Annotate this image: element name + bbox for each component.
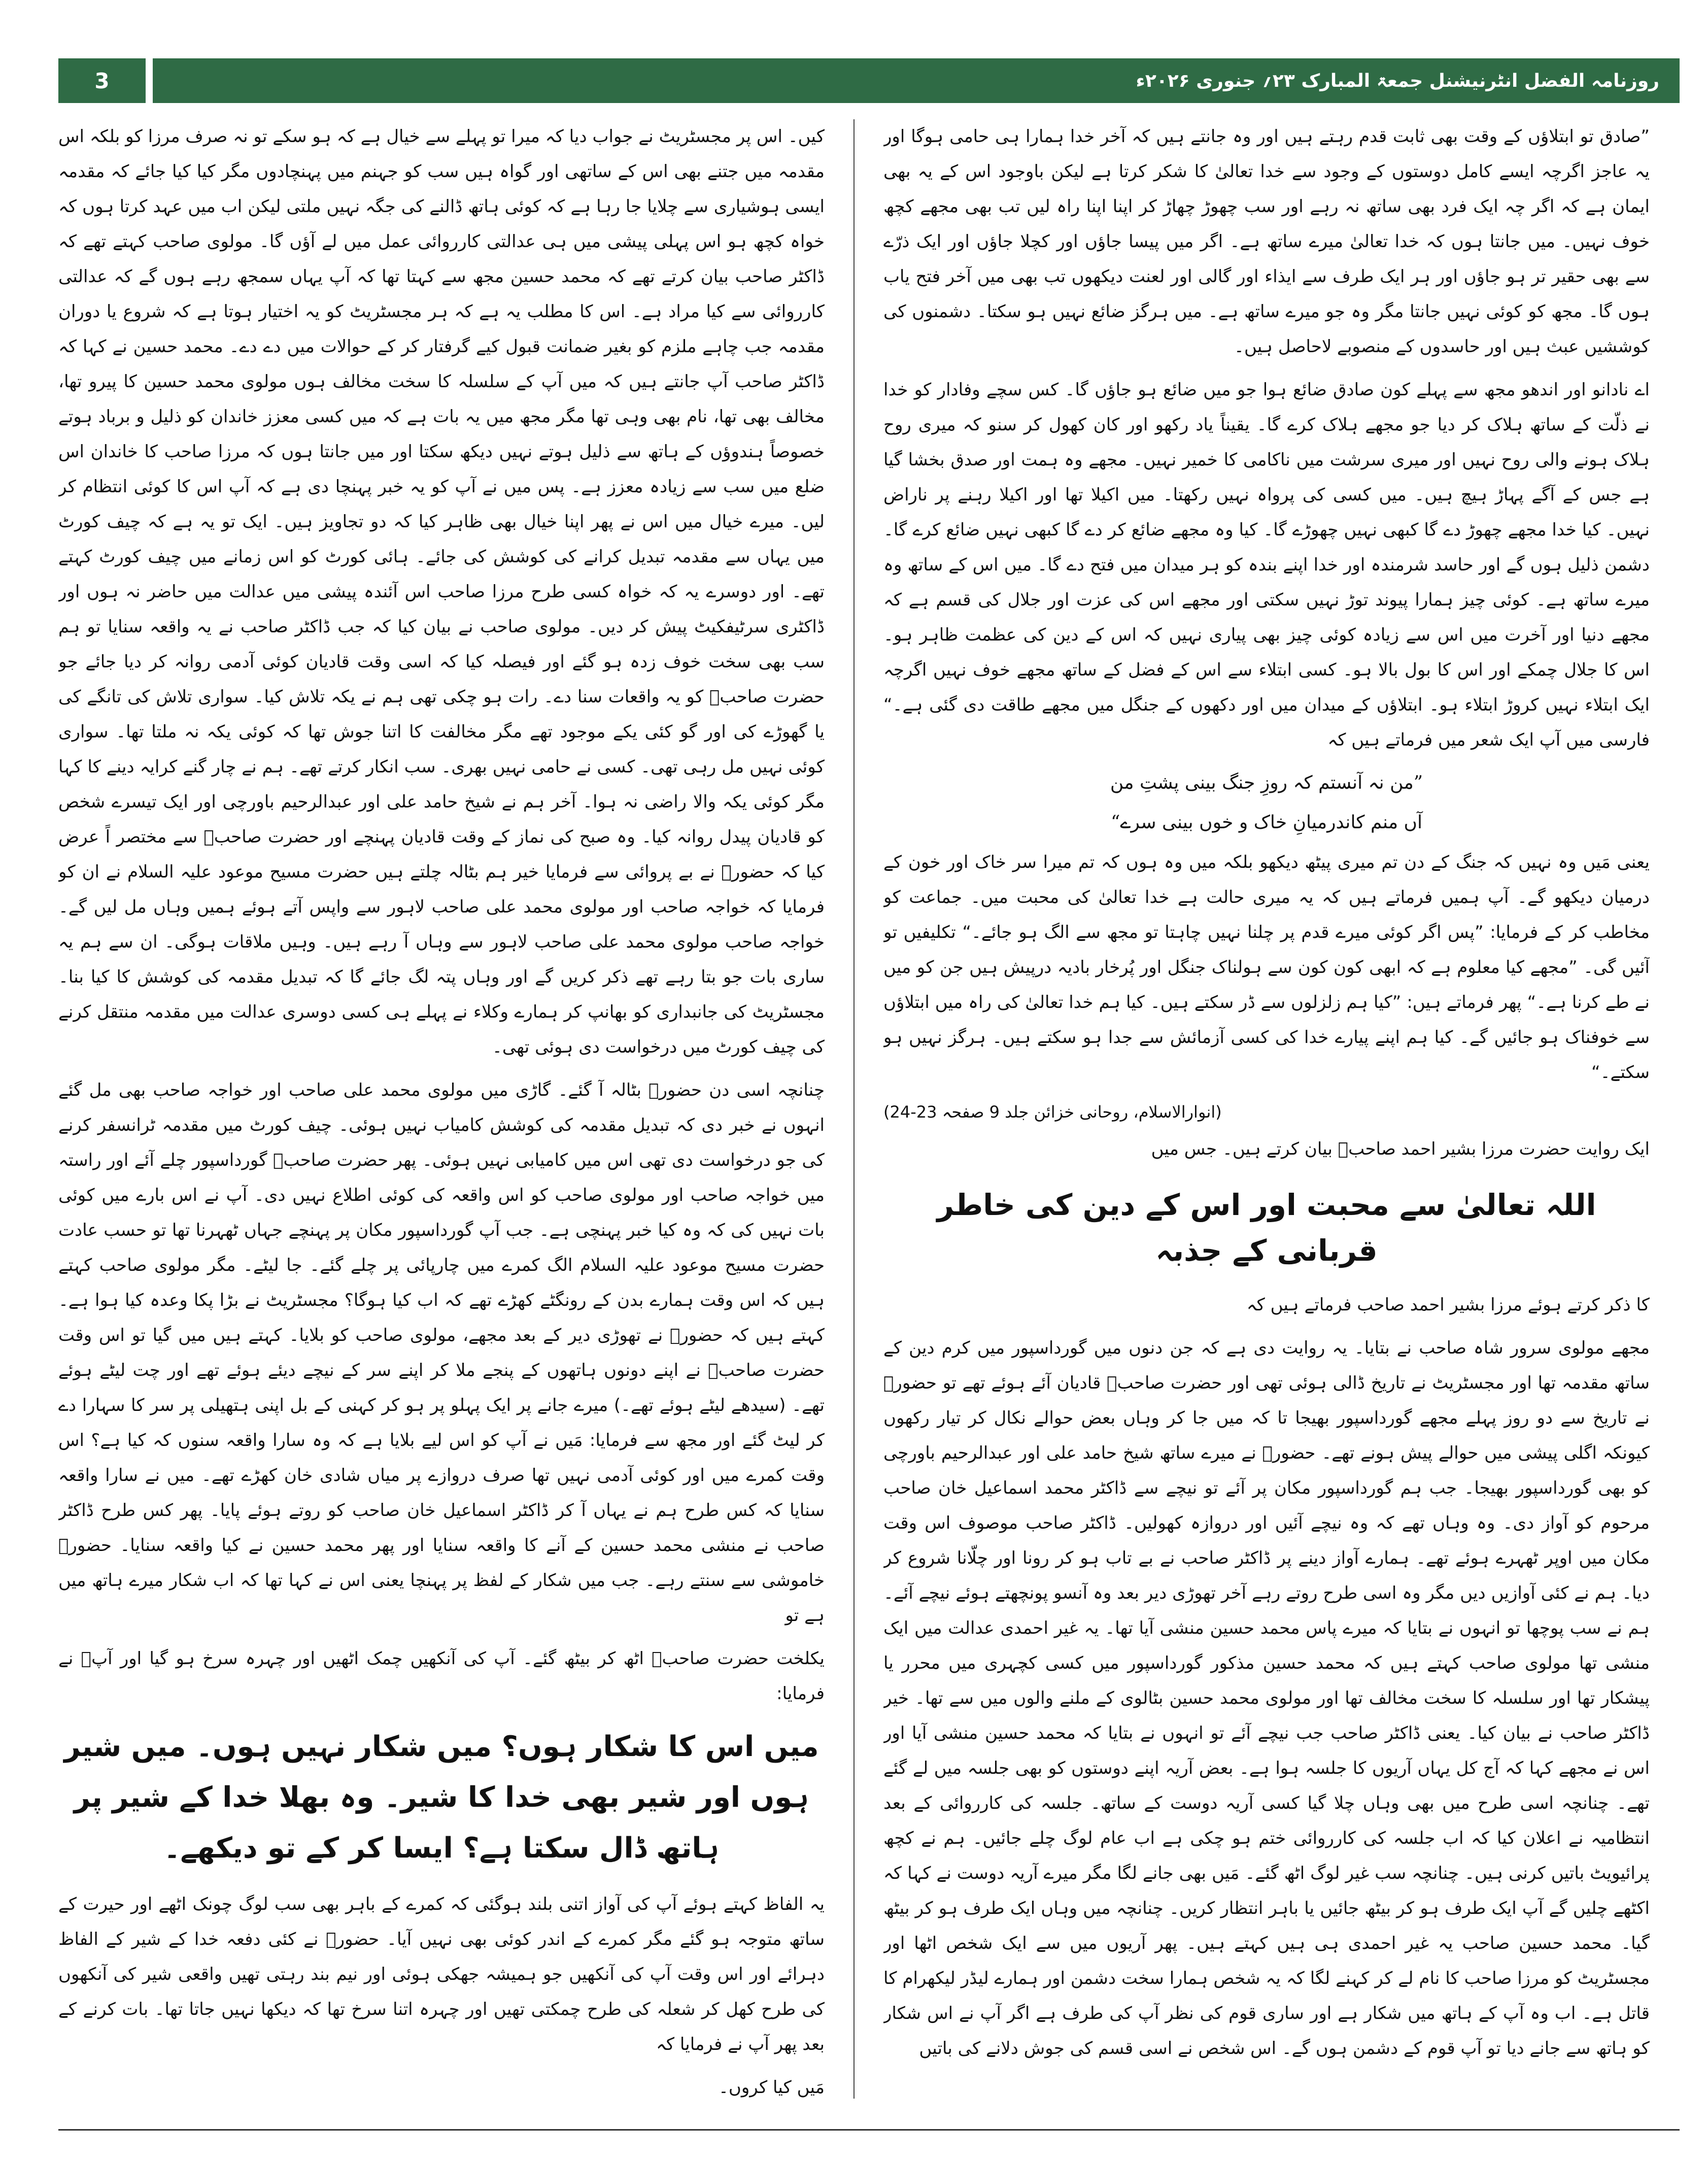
article-paragraph: چنانچہ اسی دن حضورؑ بٹالہ آ گئے۔ گاڑی میں مولوی محمد علی صاحب اور خواجہ صاحب بھی مل گئے انہوں نے خبر دی کہ تبدیل مقدمہ کی کوشش کامیاب نہیں ہوئی۔ چیف کورٹ میں مقدمہ ٹرانسفر کرنے کی جو درخواست دی تھی اس میں کامیابی نہیں ہوئی۔ پھر حضرت صاحبؑ گورداسپور چلے آئے اور راستہ میں خواجہ صاحب اور مولوی صاحب کو اس واقعہ کی کوئی اطلاع نہیں دی۔ آپ نے اس بارے میں کوئی بات نہیں کی کہ وہ کیا خبر پہنچی ہے۔ جب آپ گورداسپور مکان پر پہنچے جہاں ٹھہرنا تھا تو حسب عادت حضرت مسیح موعود علیہ السلام الگ کمرے میں چارپائی پر چلے گئے۔ جا لیٹے۔ مگر مولوی صاحب کہتے ہیں کہ اس وقت ہمارے بدن کے رونگٹے کھڑے تھے کہ اب کیا ہوگا؟ مجسٹریٹ نے بڑا پکا وعدہ کیا ہوا ہے۔ کہتے ہیں کہ حضورؑ نے تھوڑی دیر کے بعد مجھے، مولوی صاحب کو بلایا۔ کہتے ہیں میں گیا تو اس وقت حضرت صاحبؑ نے اپنے دونوں ہاتھوں کے پنجے ملا کر اپنے سر کے نیچے دیئے ہوئے تھے اور چت لیٹے ہوئے تھے۔ (سیدھے لیٹے ہوئے تھے۔) میرے جانے پر ایک پہلو پر ہو کر کہنی کے بل اپنی ہتھیلی پر سر کا سہارا دے کر لیٹ گئے اور مجھ سے فرمایا: مَیں نے آپ کو اس لیے بلایا ہے کہ وہ سارا واقعہ سنوں کہ کیا ہے؟ اس وقت کمرے میں اور کوئی آدمی نہیں تھا صرف دروازے پر میاں شادی خان کھڑے تھے۔ میں نے سارا واقعہ سنایا کہ کس طرح ہم نے یہاں آ کر ڈاکٹر اسماعیل خان صاحب کو روتے ہوئے پایا۔ پھر کس طرح ڈاکٹر صاحب نے منشی محمد حسین کے آنے کا واقعہ سنایا اور پھر محمد حسین نے کیا واقعہ سنایا۔ حضورؑ خاموشی سے سنتے رہے۔ جب میں شکار کے لفظ پر پہنچا یعنی اس نے کہا تھا کہ اب شکار میرے ہاتھ میں ہے تو	[58, 1080, 825, 1626]
article-paragraph: مجھے مولوی سرور شاہ صاحب نے بتایا۔ یہ روایت دی ہے کہ جن دنوں میں گورداسپور میں کرم دین کے ساتھ مقدمہ تھا اور مجسٹریٹ نے تاریخ ڈالی ہوئی تھی اور حضرت صاحبؑ قادیان آئے ہوئے تھے تو حضورؑ نے تاریخ سے دو روز پہلے مجھے گورداسپور بھیجا تا کہ میں جا کر وہاں بعض حوالے نکال کر تیار رکھوں کیونکہ اگلی پیشی میں حوالے پیش ہونے تھے۔ حضورؑ نے میرے ساتھ شیخ حامد علی اور عبدالرحیم باورچی کو بھی گورداسپور بھیجا۔ جب ہم گورداسپور مکان پر آئے تو نیچے سے ڈاکٹر محمد اسماعیل خان صاحب مرحوم کو آواز دی۔ وہ وہاں تھے کہ وہ نیچے آئیں اور دروازہ کھولیں۔ ڈاکٹر صاحب موصوف اس وقت مکان میں اوپر ٹھہرے ہوئے تھے۔ ہمارے آواز دینے پر ڈاکٹر صاحب نے بے تاب ہو کر رونا اور چلّانا شروع کر دیا۔ ہم نے کئی آوازیں دیں مگر وہ اسی طرح روتے رہے آخر تھوڑی دیر بعد وہ آنسو پونچھتے ہوئے نیچے آئے۔ ہم نے سب پوچھا تو انہوں نے بتایا کہ میرے پاس محمد حسین منشی آیا تھا۔ یہ غیر احمدی عدالت میں ایک منشی تھا مولوی صاحب کہتے ہیں کہ محمد حسین مذکور گورداسپور میں کسی کچہری میں محرر یا پیشکار تھا اور سلسلہ کا سخت مخالف تھا اور مولوی محمد حسین بٹالوی کے ملنے والوں میں سے تھا۔ خیر ڈاکٹر صاحب نے بیان کیا۔ یعنی ڈاکٹر صاحب جب نیچے آئے تو انہوں نے بتایا کہ محمد حسین منشی آیا اور اس نے مجھے کہا کہ آج کل یہاں آریوں کا جلسہ ہوا ہے۔ بعض آریہ اپنے دوستوں کو بھی جلسہ میں لے گئے تھے۔ چنانچہ اسی طرح میں بھی وہاں چلا گیا کسی آریہ دوست کے ساتھ۔ جلسہ کی کارروائی کے بعد انتظامیہ نے اعلان کیا کہ اب جلسہ کی کارروائی ختم ہو چکی ہے اب عام لوگ چلے جائیں۔ ہم نے کچھ پرائیویٹ باتیں کرنی ہیں۔ چنانچہ سب غیر لوگ اٹھ گئے۔ مَیں بھی جانے لگا مگر میرے آریہ دوست نے کہا کہ اکٹھے چلیں گے آپ ایک طرف ہو کر بیٹھ جائیں یا باہر انتظار کریں۔ چنانچہ میں وہاں ایک طرف ہو کر بیٹھ گیا۔ محمد حسین صاحب یہ غیر احمدی ہی ہیں کہتے ہیں۔ پھر آریوں میں سے ایک شخص اٹھا اور مجسٹریٹ کو مرزا صاحب کا نام لے کر کہنے لگا کہ یہ شخص ہمارا سخت دشمن اور ہمارے لیڈر لیکھرام کا قاتل ہے۔ اب وہ آپ کے ہاتھ میں شکار ہے اور ساری قوم کی نظر آپ کی طرف ہے اگر آپ نے اس شکار کو ہاتھ سے جانے دیا تو آپ قوم کے دشمن ہوں گے۔ اس شخص نے اسی قسم کی جوش دلانے کی باتیں	[883, 1338, 1650, 2059]
heading-continuation: کا ذکر کرتے ہوئے مرزا بشیر احمد صاحب فرماتے ہیں کہ	[1246, 1295, 1650, 1315]
intro-line: ایک روایت حضرت مرزا بشیر احمد صاحبؓ بیان کرتے ہیں۔ جس میں	[1151, 1139, 1650, 1159]
column-divider	[853, 119, 855, 2099]
article-paragraph: ”صادق تو ابتلاؤں کے وقت بھی ثابت قدم رہتے ہیں اور وہ جانتے ہیں کہ آخر خدا ہمارا ہی حامی ہوگا اور یہ عاجز اگرچہ ایسے کامل دوستوں کے وجود سے خدا تعالیٰ کا شکر کرتا ہے لیکن باوجود اس کے یہ بھی ایمان ہے کہ اگر چہ ایک فرد بھی ساتھ نہ رہے اور سب چھوڑ چھاڑ کر اپنا اپنا راہ لیں تب بھی مجھے کچھ خوف نہیں۔ میں جانتا ہوں کہ خدا تعالیٰ میرے ساتھ ہے۔ اگر میں پیسا جاؤں اور کچلا جاؤں اور ایک ذرّے سے بھی حقیر تر ہو جاؤں اور ہر ایک طرف سے ایذاء اور گالی اور لعنت دیکھوں تب بھی میں آخر فتح یاب ہوں گا۔ مجھ کو کوئی نہیں جانتا مگر وہ جو میرے ساتھ ہے۔ میں ہرگز ضائع نہیں ہو سکتا۔ دشمنوں کی کوششیں عبث ہیں اور حاسدوں کے منصوبے لاحاصل ہیں۔	[883, 126, 1650, 357]
article-paragraph: کیں۔ اس پر مجسٹریٹ نے جواب دیا کہ میرا تو پہلے سے خیال ہے کہ ہو سکے تو نہ صرف مرزا کو بلکہ اس مقدمہ میں جتنے بھی اس کے ساتھی اور گواہ ہیں سب کو جہنم میں پہنچادوں مگر کیا کیا جائے کہ مقدمہ ایسی ہوشیاری سے چلایا جا رہا ہے کہ کوئی ہاتھ ڈالنے کی جگہ نہیں ملتی لیکن اب میں عہد کرتا ہوں کہ خواہ کچھ ہو اس پہلی پیشی میں ہی عدالتی کارروائی عمل میں لے آؤں گا۔ مولوی صاحب کہتے تھے کہ ڈاکٹر صاحب بیان کرتے تھے کہ محمد حسین مجھ سے کہتا تھا کہ آپ یہاں سمجھ رہے ہوں گے کہ عدالتی کارروائی سے کیا مراد ہے۔ اس کا مطلب یہ ہے کہ ہر مجسٹریٹ کو یہ اختیار ہوتا ہے کہ شروع یا دوران مقدمہ جب چاہے ملزم کو بغیر ضمانت قبول کیے گرفتار کر کے حوالات میں دے دے۔ محمد حسین نے کہا کہ ڈاکٹر صاحب آپ جانتے ہیں کہ میں آپ کے سلسلہ کا سخت مخالف ہوں مولوی محمد حسین کا پیرو تھا، مخالف بھی تھا، نام بھی وہی تھا مگر مجھ میں یہ بات ہے کہ میں کسی معزز خاندان کو ذلیل و برباد ہوتے خصوصاً ہندوؤں کے ہاتھ سے ذلیل ہوتے نہیں دیکھ سکتا اور میں جانتا ہوں کہ مرزا صاحب کا خاندان اس ضلع میں سب سے زیادہ معزز ہے۔ پس میں نے آپ کو یہ خبر پہنچا دی ہے کہ آپ اس کا کوئی انتظام کر لیں۔ میرے خیال میں اس نے پھر اپنا خیال بھی ظاہر کیا کہ دو تجاویز ہیں۔ ایک تو یہ ہے کہ چیف کورٹ میں یہاں سے مقدمہ تبدیل کرانے کی کوشش کی جائے۔ ہائی کورٹ کو اس زمانے میں چیف کورٹ کہتے تھے۔ اور دوسرے یہ کہ خواہ کسی طرح مرزا صاحب اس آئندہ پیشی میں عدالت میں حاضر نہ ہوں اور ڈاکٹری سرٹیفکیٹ پیش کر دیں۔ مولوی صاحب نے بیان کیا کہ جب ڈاکٹر صاحب نے یہ واقعہ سنایا تو ہم سب بھی سخت خوف زدہ ہو گئے اور فیصلہ کیا کہ اسی وقت قادیان کوئی آدمی روانہ کر دیا جائے جو حضرت صاحبؑ کو یہ واقعات سنا دے۔ رات ہو چکی تھی ہم نے یکہ تلاش کیا۔ سواری تلاش کی تانگے کی یا گھوڑے کی اور گو کئی یکے موجود تھے مگر مخالفت کا اتنا جوش تھا کہ کوئی یکہ نہ ملتا تھا۔ سواری کوئی نہیں مل رہی تھی۔ کسی نے حامی نہیں بھری۔ سب انکار کرتے تھے۔ ہم نے چار گنے کرایہ دینے کا کہا مگر کوئی یکہ والا راضی نہ ہوا۔ آخر ہم نے شیخ حامد علی اور عبدالرحیم باورچی اور ایک تیسرے شخص کو قادیان پیدل روانہ کیا۔ وہ صبح کی نماز کے وقت قادیان پہنچے اور حضرت صاحبؑ سے مختصر اً عرض کیا کہ حضورؑ نے بے پروائی سے فرمایا خیر ہم بٹالہ چلتے ہیں حضرت مسیح موعود علیہ السلام نے ان کو فرمایا کہ خواجہ صاحب اور مولوی محمد علی صاحب لاہور سے واپس آتے ہوئے ہمیں وہاں مل لیں گے۔ خواجہ صاحب مولوی محمد علی صاحب لاہور سے وہاں آ رہے ہیں۔ وہیں ملاقات ہوگی۔ ان سے ہم یہ ساری بات جو بتا رہے تھے ذکر کریں گے اور وہاں پتہ لگ جائے گا کہ تبدیل مقدمہ کی کوشش کا کیا بنا۔ مجسٹریٹ کی جانبداری کو بھانپ کر ہمارے وکلاء نے پہلے ہی کسی دوسری عدالت میں مقدمہ منتقل کرنے کی چیف کورٹ میں درخواست دی ہوئی تھی۔	[58, 126, 825, 1057]
bottom-rule	[58, 2129, 1680, 2131]
article-paragraph: اے نادانو اور اندھو مجھ سے پہلے کون صادق ضائع ہوا جو میں ضائع ہو جاؤں گا۔ کس سچے وفادار کو خدا نے ذلّت کے ساتھ ہلاک کر دیا جو مجھے ہلاک کرے گا۔ یقیناً یاد رکھو اور کان کھول کر سنو کہ میری روح ہلاک ہونے والی روح نہیں اور میری سرشت میں ناکامی کا خمیر نہیں۔ مجھے وہ ہمت اور صدق بخشا گیا ہے جس کے آگے پہاڑ ہیچ ہیں۔ میں کسی کی پرواہ نہیں رکھتا۔ میں اکیلا تھا اور اکیلا رہنے پر ناراض نہیں۔ کیا خدا مجھے چھوڑ دے گا کبھی نہیں چھوڑے گا۔ کیا وہ مجھے ضائع کر دے گا کبھی نہیں ضائع کرے گا۔ دشمن ذلیل ہوں گے اور حاسد شرمندہ اور خدا اپنے بندہ کو ہر میدان میں فتح دے گا۔ میں اس کے ساتھ وہ میرے ساتھ ہے۔ کوئی چیز ہمارا پیوند توڑ نہیں سکتی اور مجھے اس کی عزت اور جلال کی قسم ہے کہ مجھے دنیا اور آخرت میں اس سے زیادہ کوئی چیز بھی پیاری نہیں کہ اس کے دین کی عظمت ظاہر ہو۔ اس کا جلال چمکے اور اس کا بول بالا ہو۔ کسی ابتلاء سے اس کے فضل کے ساتھ مجھے خوف نہیں اگرچہ ایک ابتلاء نہیں کروڑ ابتلاء ہو۔ ابتلاؤں کے میدان میں اور دکھوں کے جنگل میں مجھے طاقت دی گئی ہے۔“ فارسی میں آپ ایک شعر میں فرماتے ہیں کہ	[883, 380, 1650, 750]
article-paragraph: یہ الفاظ کہتے ہوئے آپ کی آواز اتنی بلند ہوگئی کہ کمرے کے باہر بھی سب لوگ چونک اٹھے اور حیرت کے ساتھ متوجہ ہو گئے مگر کمرے کے اندر کوئی بھی نہیں آیا۔ حضورؑ نے کئی دفعہ خدا کے شیر کے الفاظ دہرائے اور اس وقت آپ کی آنکھیں جو ہمیشہ جھکی ہوئی اور نیم بند رہتی تھیں واقعی شیر کی آنکھوں کی طرح کھل کر شعلہ کی طرح چمکتی تھیں اور چہرہ اتنا سرخ تھا کہ دیکھا نہیں جاتا تھا۔ بات کرنے کے بعد پھر آپ نے فرمایا کہ	[58, 1894, 825, 2054]
page-header	[58, 58, 1680, 103]
persian-verse-line: آں منم کاندرمیانِ خاک و خوں بینی سرے“	[1110, 812, 1422, 833]
article-paragraph: مَیں کیا کروں۔	[718, 2077, 825, 2098]
section-heading: اللہ تعالیٰ سے محبت اور اس کے دین کی خاطر قربانی کے جذبہ	[937, 1188, 1596, 1268]
citation: (انوارالاسلام، روحانی خزائن جلد 9 صفحہ 23-24)	[883, 1102, 1222, 1122]
highlighted-quote: میں اس کا شکار ہوں؟ میں شکار نہیں ہوں۔ میں شیر ہوں اور شیر بھی خدا کا شیر۔ وہ بھلا خدا کے شیر پر ہاتھ ڈال سکتا ہے؟ ایسا کر کے تو دیکھے۔	[64, 1730, 819, 1865]
right-column	[883, 119, 1650, 2099]
persian-verse-line: ”من نہ آنستم کہ روزِ جنگ بینی پشتِ من	[1110, 772, 1423, 793]
page-number: 3	[58, 58, 146, 103]
masthead: روزنامہ الفضل انٹرنیشنل جمعۃ المبارک ۲۳؍ جنوری ۲۰۲۶ء	[153, 58, 1680, 103]
article-paragraph: یعنی مَیں وہ نہیں کہ جنگ کے دن تم میری پیٹھ دیکھو بلکہ میں وہ ہوں کہ تم میرا سر خاک اور خون کے درمیان دیکھو گے۔ آپ ہمیں فرماتے ہیں کہ یہ میری حالت ہے خدا تعالیٰ کی محبت میں۔ جماعت کو مخاطب کر کے فرمایا: ”پس اگر کوئی میرے قدم پر چلنا نہیں چاہتا تو مجھ سے الگ ہو جائے۔“ تکلیفیں تو آئیں گی۔ ”مجھے کیا معلوم ہے کہ ابھی کون کون سے ہولناک جنگل اور پُرخار بادیہ درپیش ہیں جن کو میں نے طے کرنا ہے۔“ پھر فرماتے ہیں: ”کیا ہم زلزلوں سے ڈر سکتے ہیں۔ کیا ہم خدا تعالیٰ کی راہ میں ابتلاؤں سے خوفناک ہو جائیں گے۔ کیا ہم اپنے پیارے خدا کی کسی آزمائش سے جدا ہو سکتے ہیں۔ ہرگز نہیں ہو سکتے۔“	[883, 852, 1650, 1083]
left-column	[58, 119, 825, 2099]
article-paragraph: یکلخت حضرت صاحبؑ اٹھ کر بیٹھ گئے۔ آپ کی آنکھیں چمک اٹھیں اور چہرہ سرخ ہو گیا اور آپؑ نے فرمایا:	[58, 1648, 825, 1704]
